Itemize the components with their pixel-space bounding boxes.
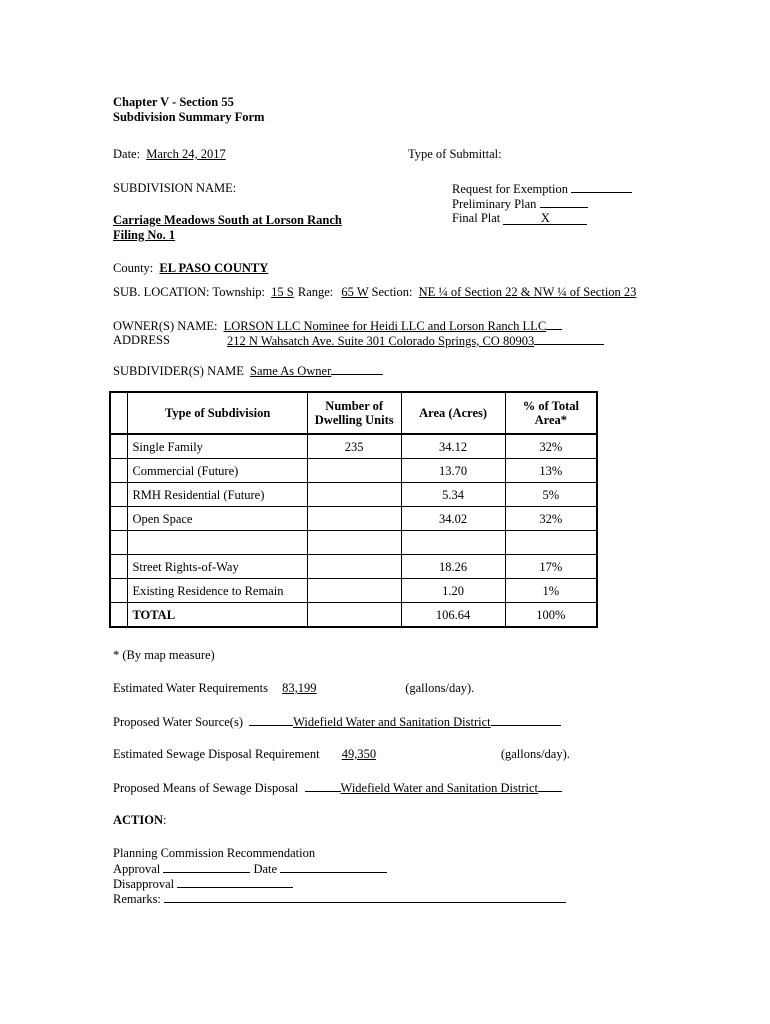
disapproval-label: Disapproval	[113, 877, 175, 891]
date-line	[113, 147, 226, 162]
water-source-lead	[249, 714, 293, 726]
row-units	[307, 483, 401, 507]
water-value: 83,199	[282, 681, 317, 695]
location-label: SUB. LOCATION: Township:	[113, 285, 266, 299]
header-type: Type of Subdivision	[128, 392, 307, 434]
table-row	[110, 579, 597, 603]
row-area: 18.26	[401, 555, 505, 579]
approval-label: Approval	[113, 862, 161, 876]
header-area: Area (Acres)	[401, 392, 505, 434]
approval-line	[113, 861, 387, 877]
row-units	[307, 603, 401, 628]
row-type: TOTAL	[128, 603, 307, 628]
approval-date-blank	[280, 861, 387, 873]
row-area: 34.02	[401, 507, 505, 531]
location-line	[113, 285, 636, 300]
action-heading-text: ACTION	[113, 813, 164, 827]
water-unit: (gallons/day).	[405, 681, 475, 695]
final-label: Final Plat	[452, 211, 501, 225]
row-type: Commercial (Future)	[128, 459, 307, 483]
range-value: 65 W	[341, 285, 369, 299]
sewage-value: 49,350	[341, 747, 377, 761]
date-label: Date:	[113, 147, 141, 161]
row-area: 34.12	[401, 434, 505, 459]
section-label: Section:	[371, 285, 413, 299]
row-type: Single Family	[128, 434, 307, 459]
table-row	[110, 531, 597, 555]
row-type: Open Space	[128, 507, 307, 531]
row-spacer	[110, 434, 128, 459]
table-row	[110, 459, 597, 483]
approval-blank	[163, 861, 250, 873]
remarks-blank	[164, 891, 566, 903]
row-units	[307, 579, 401, 603]
sewage-means-tail	[538, 780, 562, 792]
row-pct: 1%	[505, 579, 597, 603]
table-row	[110, 555, 597, 579]
row-units	[307, 459, 401, 483]
row-spacer	[110, 507, 128, 531]
header-units: Number of Dwelling Units	[307, 392, 401, 434]
row-area: 13.70	[401, 459, 505, 483]
water-source-value: Widefield Water and Sanitation District	[293, 715, 491, 729]
row-pct: 100%	[505, 603, 597, 628]
subdivision-name-line1: Carriage Meadows South at Lorson Ranch	[113, 213, 342, 227]
address-label: ADDRESS	[113, 333, 170, 347]
row-pct: 32%	[505, 434, 597, 459]
sewage-label: Estimated Sewage Disposal Requirement	[113, 747, 320, 761]
row-pct: 5%	[505, 483, 597, 507]
row-area: 106.64	[401, 603, 505, 628]
sewage-means-lead	[305, 780, 341, 792]
recommendation-label: Planning Commission Recommendation	[113, 846, 316, 860]
row-units	[307, 531, 401, 555]
row-area	[401, 531, 505, 555]
water-source-tail	[491, 714, 561, 726]
date-value: March 24, 2017	[146, 147, 226, 161]
owner-name: LORSON LLC Nominee for Heidi LLC and Lorson Ranch LLC	[223, 319, 547, 333]
water-line	[113, 681, 474, 696]
row-spacer	[110, 459, 128, 483]
row-spacer	[110, 603, 128, 628]
owner-line	[113, 318, 562, 334]
row-pct: 17%	[505, 555, 597, 579]
form-title: Subdivision Summary Form	[113, 110, 265, 124]
row-spacer	[110, 579, 128, 603]
form-chapter: Chapter V - Section 55	[113, 95, 234, 109]
approval-date-label: Date	[253, 862, 278, 876]
table-header-row	[110, 392, 597, 434]
subdivision-label: SUBDIVISION NAME:	[113, 181, 237, 195]
address-text: 212 N Wahsatch Ave. Suite 301 Colorado Springs, CO 80903	[227, 334, 535, 348]
water-label: Estimated Water Requirements	[113, 681, 268, 695]
row-units	[307, 555, 401, 579]
preliminary-blank	[540, 196, 588, 208]
row-spacer	[110, 531, 128, 555]
subdivision-name-line2: Filing No. 1	[113, 228, 176, 242]
final-mark: X	[503, 212, 587, 225]
disapproval-blank	[177, 876, 293, 888]
table-row	[110, 434, 597, 459]
water-source-line	[113, 714, 561, 730]
section-value: NE ¼ of Section 22 & NW ¼ of Section 23	[418, 285, 637, 299]
sewage-means-line	[113, 780, 562, 796]
row-spacer	[110, 483, 128, 507]
submittal-exemption	[452, 181, 632, 197]
table-row	[110, 507, 597, 531]
table-row	[110, 483, 597, 507]
row-pct: 13%	[505, 459, 597, 483]
owner-blank	[546, 318, 562, 330]
exemption-label: Request for Exemption	[452, 182, 568, 196]
subdivider-label: SUBDIVIDER(S) NAME	[113, 364, 244, 378]
submittal-final	[452, 211, 587, 226]
preliminary-label: Preliminary Plan	[452, 197, 537, 211]
county-label: County:	[113, 261, 154, 275]
sewage-unit: (gallons/day).	[500, 747, 570, 761]
row-pct: 32%	[505, 507, 597, 531]
row-units: 235	[307, 434, 401, 459]
header-spacer	[110, 392, 128, 434]
address-value	[227, 333, 604, 349]
row-type	[128, 531, 307, 555]
disapproval-line	[113, 876, 293, 892]
header-pct: % of Total Area*	[505, 392, 597, 434]
subdivider-value: Same As Owner	[250, 364, 332, 378]
row-units	[307, 507, 401, 531]
remarks-line	[113, 891, 566, 907]
submittal-preliminary	[452, 196, 588, 212]
owner-label: OWNER(S) NAME:	[113, 319, 218, 333]
remarks-label: Remarks:	[113, 892, 161, 906]
subdivider-blank	[331, 363, 383, 375]
submittal-label: Type of Submittal:	[408, 147, 502, 161]
county-value: EL PASO COUNTY	[159, 261, 269, 275]
row-spacer	[110, 555, 128, 579]
table-total-row	[110, 603, 597, 628]
row-pct	[505, 531, 597, 555]
range-label: Range:	[297, 285, 334, 299]
row-type: RMH Residential (Future)	[128, 483, 307, 507]
footnote: * (By map measure)	[113, 648, 215, 662]
address-blank	[534, 333, 604, 345]
row-area: 5.34	[401, 483, 505, 507]
action-colon: :	[163, 813, 167, 827]
row-type: Existing Residence to Remain	[128, 579, 307, 603]
subdivider-line	[113, 363, 383, 379]
address-line	[113, 333, 535, 348]
row-area: 1.20	[401, 579, 505, 603]
subdivision-table	[109, 391, 598, 628]
action-heading	[113, 813, 167, 828]
row-type: Street Rights-of-Way	[128, 555, 307, 579]
sewage-means-value: Widefield Water and Sanitation District	[340, 781, 539, 795]
water-source-label: Proposed Water Source(s)	[113, 715, 243, 729]
township-value: 15 S	[271, 285, 294, 299]
sewage-means-label: Proposed Means of Sewage Disposal	[113, 781, 299, 795]
exemption-blank	[571, 181, 632, 193]
county-line	[113, 261, 268, 276]
sewage-line	[113, 747, 570, 762]
